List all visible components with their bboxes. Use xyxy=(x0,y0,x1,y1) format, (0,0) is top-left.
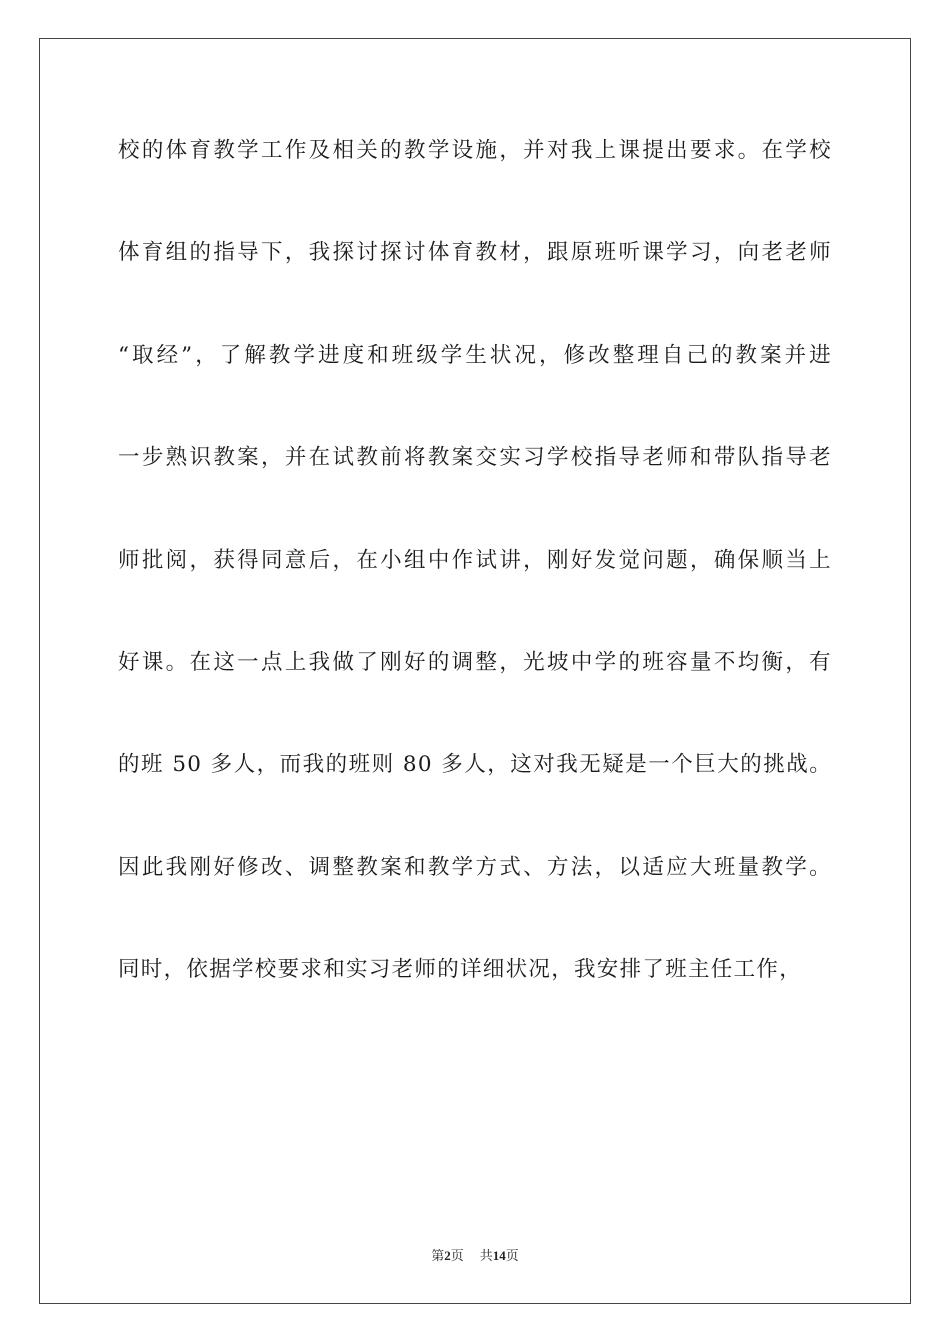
text-line-2: 体育组的指导下，我探讨探讨体育教材，跟原班听课学习，向老老师 xyxy=(118,240,832,266)
text-line-7: 的班 50 多人，而我的班则 80 多人，这对我无疑是一个巨大的挑战。 xyxy=(118,752,832,778)
body-text xyxy=(118,127,832,1049)
text-line-9: 同时，依据学校要求和实习老师的详细状况，我安排了班主任工作， xyxy=(118,957,803,983)
page-number: 2 xyxy=(444,1248,451,1263)
text-line-5: 师批阅，获得同意后，在小组中作试讲，刚好发觉问题，确保顺当上 xyxy=(118,547,832,573)
page-footer xyxy=(0,1247,950,1265)
total-pages: 14 xyxy=(492,1248,506,1263)
text-line-4: 一步熟识教案，并在试教前将教案交实习学校指导老师和带队指导老 xyxy=(118,445,832,471)
text-line-6: 好课。在这一点上我做了刚好的调整，光坡中学的班容量不均衡，有 xyxy=(118,649,832,675)
text-line-3: “取经”，了解教学进度和班级学生状况，修改整理自己的教案并进 xyxy=(118,342,832,368)
text-line-1: 校的体育教学工作及相关的教学设施，并对我上课提出要求。在学校 xyxy=(118,138,832,163)
total-suffix: 页 xyxy=(505,1248,519,1263)
page-prefix: 第 xyxy=(431,1248,445,1263)
page-suffix: 页 xyxy=(450,1248,464,1263)
text-line-8: 因此我刚好修改、调整教案和教学方式、方法，以适应大班量教学。 xyxy=(118,854,832,880)
total-prefix: 共 xyxy=(479,1248,493,1263)
